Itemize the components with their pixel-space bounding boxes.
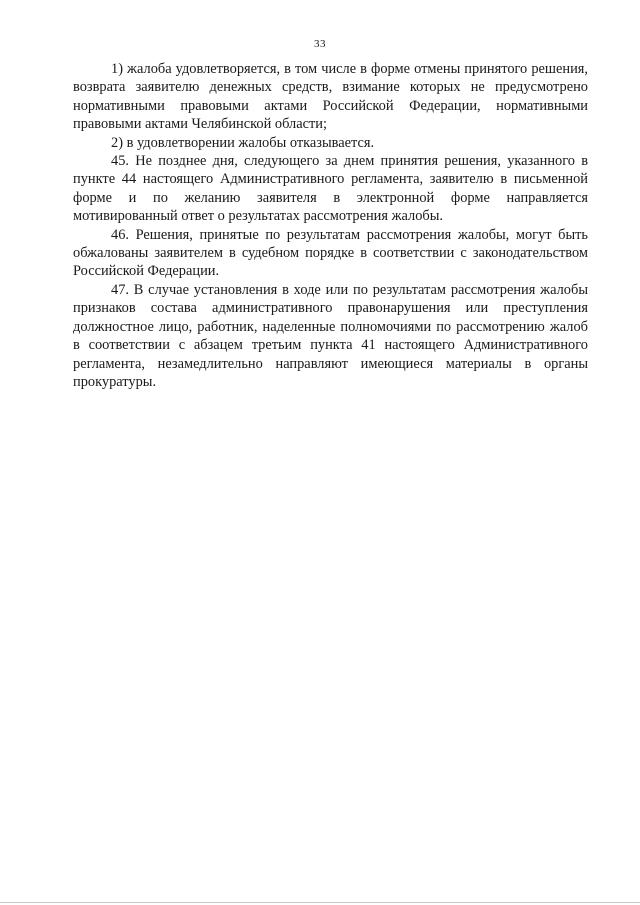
paragraph-item-46: 46. Решения, принятые по результатам рассмотрения жалобы, могут быть обжалованы заявителем в судебном порядке в соответствии с законодательством Российской Федерации. bbox=[73, 226, 588, 280]
paragraph-item-2: 2) в удовлетворении жалобы отказывается. bbox=[111, 134, 375, 151]
footer-divider bbox=[0, 902, 640, 903]
paragraph-item-1: 1) жалоба удовлетворяется, в том числе в форме отмены принятого решения, возврата заявителю денежных средств, взимание которых не предусмотрено нормативными правовыми актами Российской Федерации, нормативными правовыми актами Челябинской области; bbox=[73, 61, 588, 133]
document-body bbox=[73, 60, 588, 391]
page-number: 33 bbox=[314, 38, 326, 50]
paragraph-item-45: 45. Не позднее дня, следующего за днем принятия решения, указанного в пункте 44 настоящего Административного регламента, заявителю в письменной форме и по желанию заявителя в электронной форме направляется мотивированный ответ о результатах рассмотрения жалобы. bbox=[73, 153, 588, 225]
paragraph-item-47: 47. В случае установления в ходе или по результатам рассмотрения жалобы признаков состава административного правонарушения или преступления должностное лицо, работник, наделенные полномочиями по рассмотрению жалоб в соответствии с абзацем третьим пункта 41 настоящего Административного регламента, незамедлительно направляют имеющиеся материалы в органы прокуратуры. bbox=[73, 281, 588, 390]
